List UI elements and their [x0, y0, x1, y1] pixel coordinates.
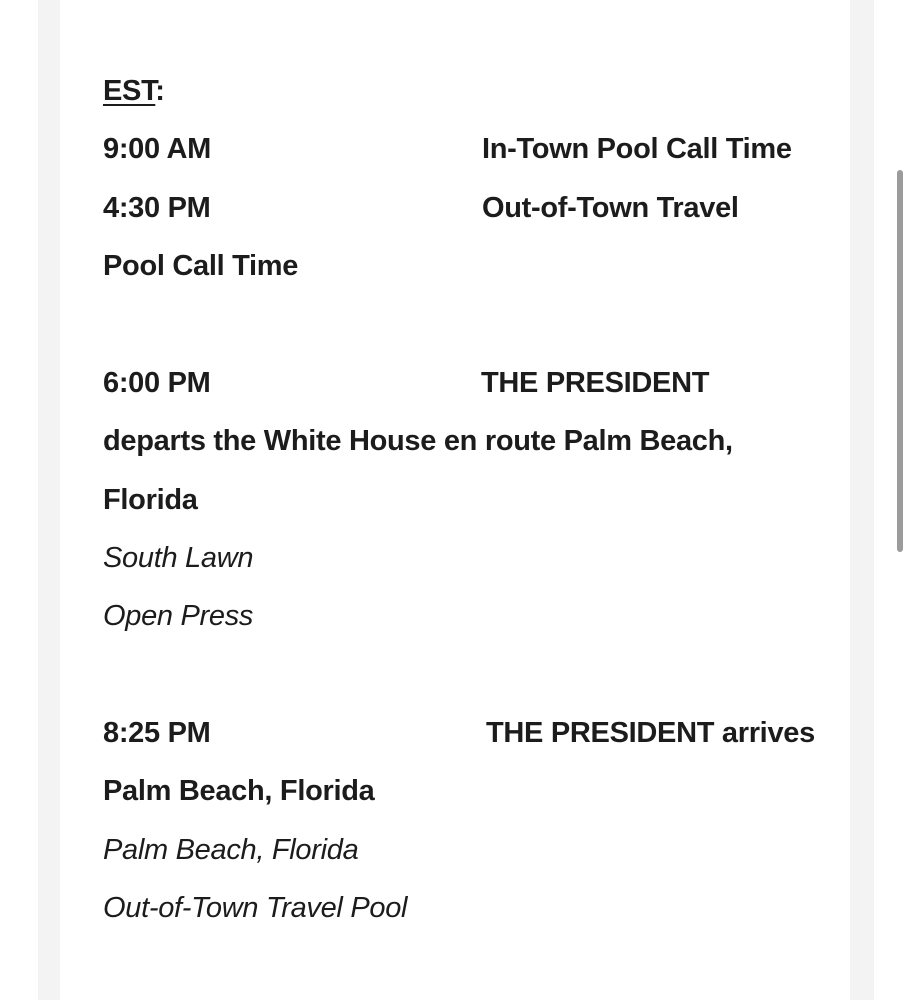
event-1-line2: Florida [103, 484, 198, 516]
call-desc-2: Out-of-Town Travel [482, 192, 739, 224]
event-2-location: Palm Beach, Florida [103, 834, 359, 866]
event-2-line1: Palm Beach, Florida [103, 775, 375, 807]
left-margin [0, 0, 38, 1000]
event-1-time: 6:00 PM [103, 367, 211, 399]
timezone-label: EST [103, 75, 156, 107]
call-desc-1: In-Town Pool Call Time [482, 133, 792, 165]
timezone-colon: : [155, 75, 165, 107]
event-2-coverage: Out-of-Town Travel Pool [103, 892, 408, 924]
event-2-time: 8:25 PM [103, 717, 211, 749]
call-time-1: 9:00 AM [103, 133, 212, 165]
event-2-head: THE PRESIDENT arrives [486, 717, 815, 749]
event-1-location: South Lawn [103, 542, 254, 574]
event-1-coverage: Open Press [103, 600, 254, 632]
timezone-heading [103, 73, 165, 109]
event-1-head: THE PRESIDENT [481, 367, 710, 399]
scrollbar-thumb[interactable] [897, 170, 903, 552]
right-margin [874, 0, 911, 1000]
call-desc-2-continuation: Pool Call Time [103, 250, 299, 282]
call-time-2: 4:30 PM [103, 192, 211, 224]
event-1-line1: departs the White House en route Palm Beach, [103, 425, 733, 457]
